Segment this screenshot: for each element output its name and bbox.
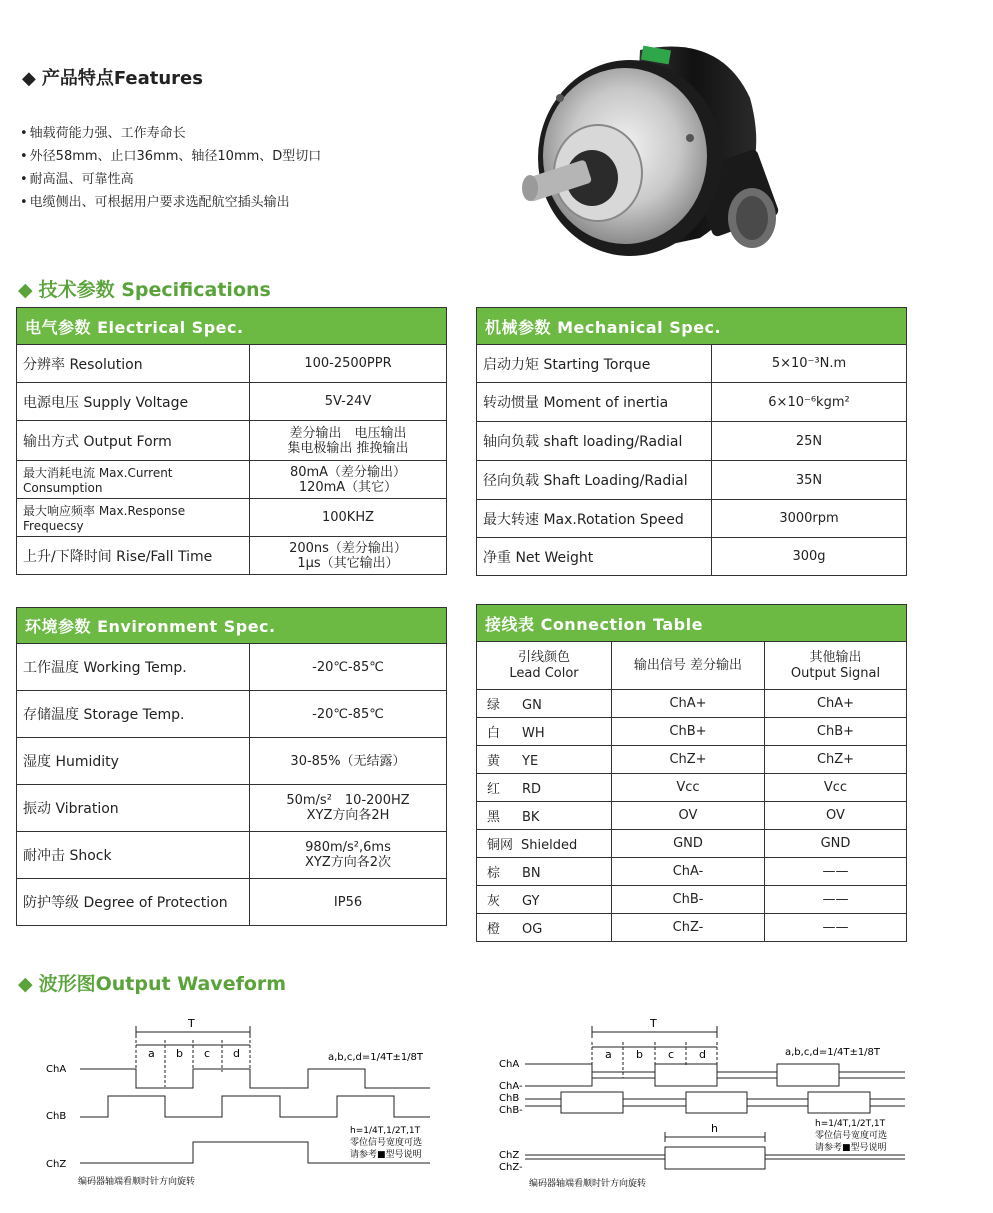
caption: 编码器轴端看顺时针方向旋转 bbox=[529, 1179, 647, 1189]
lead-color-en: Shielded bbox=[521, 838, 578, 853]
period-label: T bbox=[188, 1017, 195, 1030]
table-row bbox=[477, 802, 907, 830]
electrical-spec-table bbox=[16, 307, 447, 575]
diff-signal: ChB+ bbox=[612, 718, 765, 746]
lead-color-cn: 绿 bbox=[487, 698, 501, 713]
lead-color-en: RD bbox=[522, 782, 542, 797]
segment-label: b bbox=[636, 1048, 643, 1061]
lead-color-en: BN bbox=[522, 866, 541, 881]
spec-value: 80mA（差分输出） 120mA（其它） bbox=[250, 461, 447, 499]
other-signal: ChB+ bbox=[765, 718, 907, 746]
channel-label: ChZ bbox=[46, 1159, 67, 1170]
lead-color-cn: 棕 bbox=[487, 866, 501, 881]
connection-header: 引线颜色 Lead Color bbox=[477, 642, 612, 690]
lead-color-en: WH bbox=[522, 726, 545, 741]
feature-item: • 轴载荷能力强、工作寿命长 bbox=[20, 122, 321, 145]
spec-label: 振动 Vibration bbox=[17, 785, 250, 832]
spec-label: 最大转速 Max.Rotation Speed bbox=[477, 500, 712, 538]
lead-color-cn: 橙 bbox=[487, 922, 501, 937]
spec-label: 转动惯量 Moment of inertia bbox=[477, 383, 712, 422]
specifications-heading bbox=[18, 275, 271, 302]
spec-label: 湿度 Humidity bbox=[17, 738, 250, 785]
segment-label: d bbox=[699, 1048, 706, 1061]
lead-color-en: OG bbox=[522, 922, 543, 937]
environment-spec-table bbox=[16, 607, 447, 926]
spec-value: 差分输出 电压输出 集电极输出 推挽输出 bbox=[250, 421, 447, 461]
note-line: 零位信号宽度可选 bbox=[350, 1138, 423, 1148]
channel-label: ChZ- bbox=[499, 1162, 523, 1173]
diff-signal: ChZ- bbox=[612, 914, 765, 942]
connection-table bbox=[476, 604, 907, 942]
lead-color-cn: 灰 bbox=[487, 894, 501, 909]
channel-label: ChB- bbox=[499, 1105, 523, 1116]
table-row bbox=[477, 858, 907, 886]
other-signal: ChZ+ bbox=[765, 746, 907, 774]
channel-label: ChZ bbox=[499, 1150, 520, 1161]
segment-label: b bbox=[176, 1047, 183, 1060]
spec-label: 径向负载 Shaft Loading/Radial bbox=[477, 461, 712, 500]
h-label: h bbox=[711, 1122, 718, 1135]
features-list bbox=[20, 122, 321, 214]
note-line: h=1/4T,1/2T,1T bbox=[350, 1126, 421, 1136]
diff-signal: Vcc bbox=[612, 774, 765, 802]
spec-value: 6×10⁻⁶kgm² bbox=[712, 383, 907, 422]
spec-value: 50m/s² 10-200HZ XYZ方向各2H bbox=[250, 785, 447, 832]
spec-value: -20℃-85℃ bbox=[250, 644, 447, 691]
channel-label: ChA- bbox=[499, 1081, 523, 1092]
spec-value: IP56 bbox=[250, 879, 447, 926]
lead-color-en: YE bbox=[522, 754, 539, 769]
other-signal: Vcc bbox=[765, 774, 907, 802]
note-line: 请参考■型号说明 bbox=[350, 1150, 422, 1160]
feature-item: • 耐高温、可靠性高 bbox=[20, 168, 321, 191]
spec-value: 100KHZ bbox=[250, 499, 447, 537]
spec-value: 35N bbox=[712, 461, 907, 500]
spec-label: 净重 Net Weight bbox=[477, 538, 712, 576]
electrical-spec-title: 电气参数 Electrical Spec. bbox=[17, 308, 447, 345]
waveform-title: 波形图Output Waveform bbox=[38, 973, 287, 995]
spec-value: 5V-24V bbox=[250, 383, 447, 421]
diamond-icon: ◆ bbox=[18, 973, 33, 995]
channel-label: ChB bbox=[46, 1111, 67, 1122]
spec-value: 300g bbox=[712, 538, 907, 576]
spec-value: -20℃-85℃ bbox=[250, 691, 447, 738]
diff-signal: OV bbox=[612, 802, 765, 830]
environment-spec-title: 环境参数 Environment Spec. bbox=[17, 608, 447, 644]
spec-label: 最大消耗电流 Max.Current Consumption bbox=[17, 461, 250, 499]
mechanical-spec-table bbox=[476, 307, 907, 576]
lead-color-cn: 黄 bbox=[487, 754, 501, 769]
caption: 编码器轴端看顺时针方向旋转 bbox=[78, 1177, 196, 1187]
spec-value: 200ns（差分输出） 1μs（其它输出） bbox=[250, 537, 447, 575]
period-label: T bbox=[650, 1017, 657, 1030]
lead-color-cn: 白 bbox=[487, 726, 501, 741]
encoder-product-image bbox=[520, 38, 790, 268]
segment-label: a bbox=[605, 1048, 612, 1061]
spec-label: 工作温度 Working Temp. bbox=[17, 644, 250, 691]
spec-value: 5×10⁻³N.m bbox=[712, 345, 907, 383]
note-line: 请参考■型号说明 bbox=[815, 1143, 887, 1153]
connection-header: 输出信号 差分输出 bbox=[612, 642, 765, 690]
other-signal: OV bbox=[765, 802, 907, 830]
spec-value: 100-2500PPR bbox=[250, 345, 447, 383]
spec-label: 分辨率 Resolution bbox=[17, 345, 250, 383]
diff-signal: ChZ+ bbox=[612, 746, 765, 774]
spec-label: 轴向负载 shaft loading/Radial bbox=[477, 422, 712, 461]
table-row bbox=[477, 830, 907, 858]
spec-label: 电源电压 Supply Voltage bbox=[17, 383, 250, 421]
spec-label: 耐冲击 Shock bbox=[17, 832, 250, 879]
other-signal: GND bbox=[765, 830, 907, 858]
other-signal: ChA+ bbox=[765, 690, 907, 718]
lead-color-cn: 黑 bbox=[487, 810, 501, 825]
connection-table-title: 接线表 Connection Table bbox=[477, 605, 907, 642]
spec-label: 上升/下降时间 Rise/Fall Time bbox=[17, 537, 250, 575]
segment-label: d bbox=[233, 1047, 240, 1060]
feature-item: • 外径58mm、止口36mm、轴径10mm、D型切口 bbox=[20, 145, 321, 168]
table-row bbox=[477, 690, 907, 718]
waveform-diagram-right bbox=[495, 1012, 915, 1192]
table-row bbox=[477, 718, 907, 746]
channel-label: ChA bbox=[46, 1064, 67, 1075]
waveform-diagram-left bbox=[40, 1012, 460, 1192]
diff-signal: GND bbox=[612, 830, 765, 858]
features-title: 产品特点Features bbox=[41, 68, 203, 89]
diff-signal: ChA+ bbox=[612, 690, 765, 718]
spec-label: 启动力矩 Starting Torque bbox=[477, 345, 712, 383]
channel-label: ChA bbox=[499, 1059, 520, 1070]
table-row bbox=[477, 746, 907, 774]
note-line: h=1/4T,1/2T,1T bbox=[815, 1119, 886, 1129]
segment-label: c bbox=[204, 1047, 211, 1060]
diff-signal: ChB- bbox=[612, 886, 765, 914]
waveform-heading bbox=[18, 969, 286, 996]
spec-value: 30-85%（无结露） bbox=[250, 738, 447, 785]
mechanical-spec-title: 机械参数 Mechanical Spec. bbox=[477, 308, 907, 345]
segment-label: a bbox=[148, 1047, 155, 1060]
channel-label: ChB bbox=[499, 1093, 520, 1104]
spec-value: 980m/s²,6ms XYZ方向各2次 bbox=[250, 832, 447, 879]
lead-color-en: GN bbox=[522, 698, 542, 713]
segment-label: c bbox=[668, 1048, 675, 1061]
spec-label: 最大响应频率 Max.Response Frequecsy bbox=[17, 499, 250, 537]
spec-value: 3000rpm bbox=[712, 500, 907, 538]
diamond-icon: ◆ bbox=[22, 68, 36, 89]
spec-label: 防护等级 Degree of Protection bbox=[17, 879, 250, 926]
diamond-icon: ◆ bbox=[18, 279, 33, 301]
lead-color-en: BK bbox=[522, 810, 540, 825]
connection-header: 其他输出 Output Signal bbox=[765, 642, 907, 690]
lead-color-en: GY bbox=[522, 894, 540, 909]
feature-item: • 电缆侧出、可根据用户要求选配航空插头输出 bbox=[20, 191, 321, 214]
lead-color-cn: 铜网 bbox=[487, 838, 514, 853]
lead-color-cn: 红 bbox=[487, 782, 501, 797]
specifications-title: 技术参数 Specifications bbox=[38, 279, 271, 301]
diff-signal: ChA- bbox=[612, 858, 765, 886]
table-row bbox=[477, 914, 907, 942]
other-signal: —— bbox=[765, 914, 907, 942]
spec-label: 输出方式 Output Form bbox=[17, 421, 250, 461]
other-signal: —— bbox=[765, 886, 907, 914]
tolerance-label: a,b,c,d=1/4T±1/8T bbox=[785, 1047, 881, 1058]
table-row bbox=[477, 774, 907, 802]
other-signal: —— bbox=[765, 858, 907, 886]
note-line: 零位信号宽度可选 bbox=[815, 1131, 888, 1141]
table-row bbox=[477, 886, 907, 914]
spec-value: 25N bbox=[712, 422, 907, 461]
tolerance-label: a,b,c,d=1/4T±1/8T bbox=[328, 1052, 424, 1063]
spec-label: 存储温度 Storage Temp. bbox=[17, 691, 250, 738]
features-heading bbox=[22, 64, 203, 90]
